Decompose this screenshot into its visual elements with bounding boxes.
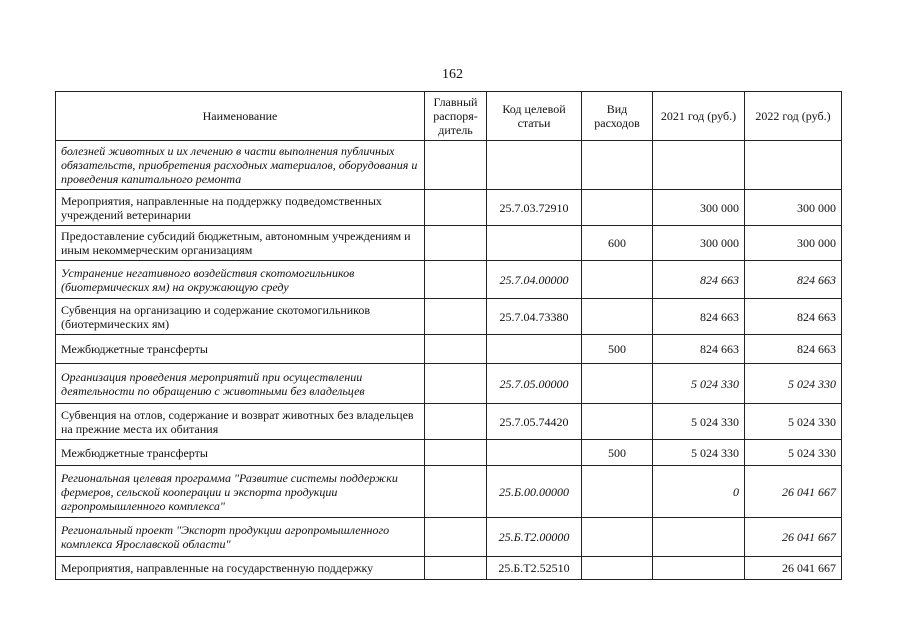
cell-exp-type: 600 <box>582 226 653 261</box>
table-body <box>56 141 842 580</box>
table-row <box>56 404 842 440</box>
table-row <box>56 226 842 261</box>
cell-exp-type: 500 <box>582 440 653 466</box>
cell-exp-type <box>582 299 653 335</box>
cell-admin <box>425 226 487 261</box>
table-header-row <box>56 92 842 141</box>
cell-exp-type <box>582 404 653 440</box>
cell-name: Субвенция на организацию и содержание скотомогильников (биотермических ям) <box>56 299 425 335</box>
cell-2021: 300 000 <box>653 226 745 261</box>
cell-exp-type <box>582 364 653 404</box>
cell-2022: 26 041 667 <box>745 518 842 557</box>
cell-2021: 824 663 <box>653 261 745 299</box>
cell-exp-type <box>582 518 653 557</box>
cell-admin <box>425 261 487 299</box>
cell-exp-type <box>582 466 653 518</box>
cell-name: Межбюджетные трансферты <box>56 335 425 364</box>
cell-code <box>487 226 582 261</box>
cell-code: 25.7.03.72910 <box>487 190 582 226</box>
cell-name: Мероприятия, направленные на поддержку подведомственных учреждений ветеринарии <box>56 190 425 226</box>
cell-code: 25.7.05.00000 <box>487 364 582 404</box>
cell-2021 <box>653 518 745 557</box>
cell-2021: 824 663 <box>653 299 745 335</box>
cell-code <box>487 335 582 364</box>
cell-2022: 5 024 330 <box>745 440 842 466</box>
cell-name: Межбюджетные трансферты <box>56 440 425 466</box>
header-2022: 2022 год (руб.) <box>745 92 842 141</box>
header-admin: Главный распоря- дитель <box>425 92 487 141</box>
cell-2022: 824 663 <box>745 299 842 335</box>
cell-admin <box>425 404 487 440</box>
header-name: Наименование <box>56 92 425 141</box>
cell-admin <box>425 190 487 226</box>
table-row <box>56 557 842 580</box>
cell-exp-type <box>582 190 653 226</box>
cell-name: Предоставление субсидий бюджетным, автономным учреждениям и иным некоммерческим организациям <box>56 226 425 261</box>
budget-table <box>55 91 842 580</box>
cell-admin <box>425 335 487 364</box>
cell-2022: 5 024 330 <box>745 404 842 440</box>
cell-code: 25.7.04.00000 <box>487 261 582 299</box>
table-row <box>56 335 842 364</box>
table-row <box>56 190 842 226</box>
cell-admin <box>425 141 487 190</box>
table-row <box>56 518 842 557</box>
cell-exp-type <box>582 261 653 299</box>
cell-2022: 26 041 667 <box>745 466 842 518</box>
table-row <box>56 440 842 466</box>
cell-name: Региональный проект "Экспорт продукции агропромышленного комплекса Ярославской области" <box>56 518 425 557</box>
cell-2021: 0 <box>653 466 745 518</box>
cell-code: 25.Б.00.00000 <box>487 466 582 518</box>
cell-2022: 300 000 <box>745 226 842 261</box>
cell-code <box>487 440 582 466</box>
cell-exp-type <box>582 141 653 190</box>
header-code: Код целевой статьи <box>487 92 582 141</box>
cell-name: Устранение негативного воздействия скотомогильников (биотермических ям) на окружающую среду <box>56 261 425 299</box>
cell-code: 25.7.04.73380 <box>487 299 582 335</box>
header-exp-type: Вид расходов <box>582 92 653 141</box>
cell-code <box>487 141 582 190</box>
cell-admin <box>425 440 487 466</box>
cell-2022: 824 663 <box>745 261 842 299</box>
table-row <box>56 364 842 404</box>
header-2021: 2021 год (руб.) <box>653 92 745 141</box>
cell-admin <box>425 364 487 404</box>
cell-admin <box>425 518 487 557</box>
cell-2021 <box>653 557 745 580</box>
cell-2021: 300 000 <box>653 190 745 226</box>
cell-2022: 26 041 667 <box>745 557 842 580</box>
table-row <box>56 466 842 518</box>
cell-name: болезней животных и их лечению в части выполнения публичных обязательств, приобретения расходных материалов, оборудования и проведения капитального ремонта <box>56 141 425 190</box>
cell-2022: 5 024 330 <box>745 364 842 404</box>
cell-admin <box>425 557 487 580</box>
cell-exp-type <box>582 557 653 580</box>
cell-2022: 300 000 <box>745 190 842 226</box>
cell-name: Субвенция на отлов, содержание и возврат животных без владельцев на прежние места их обитания <box>56 404 425 440</box>
cell-2022: 824 663 <box>745 335 842 364</box>
cell-2021: 5 024 330 <box>653 440 745 466</box>
cell-2021: 5 024 330 <box>653 364 745 404</box>
cell-2021: 5 024 330 <box>653 404 745 440</box>
cell-admin <box>425 299 487 335</box>
table-row <box>56 141 842 190</box>
cell-name: Региональная целевая программа "Развитие системы поддержки фермеров, сельской кооперации и экспорта продукции агропромышленного комплекса" <box>56 466 425 518</box>
cell-2021: 824 663 <box>653 335 745 364</box>
cell-name: Мероприятия, направленные на государственную поддержку <box>56 557 425 580</box>
cell-code: 25.7.05.74420 <box>487 404 582 440</box>
cell-name: Организация проведения мероприятий при осуществлении деятельности по обращению с животными без владельцев <box>56 364 425 404</box>
cell-exp-type: 500 <box>582 335 653 364</box>
table-row <box>56 299 842 335</box>
cell-admin <box>425 466 487 518</box>
cell-code: 25.Б.Т2.52510 <box>487 557 582 580</box>
cell-2022 <box>745 141 842 190</box>
table-row <box>56 261 842 299</box>
cell-2021 <box>653 141 745 190</box>
page-number: 162 <box>442 67 463 82</box>
cell-code: 25.Б.Т2.00000 <box>487 518 582 557</box>
